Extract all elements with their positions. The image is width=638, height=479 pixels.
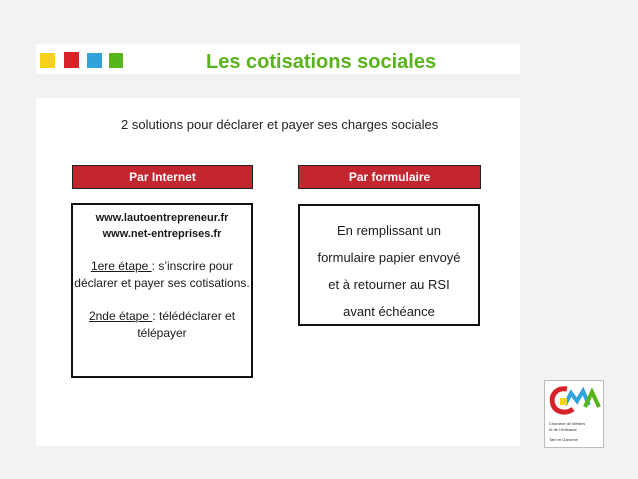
cma-text-line-3: Tarn et Garonne bbox=[549, 437, 578, 442]
red-square bbox=[64, 52, 79, 68]
tab-par-internet: Par Internet bbox=[72, 165, 253, 189]
cma-emblem-icon bbox=[545, 383, 603, 417]
step-2-label: 2nde étape bbox=[88, 309, 153, 323]
formulaire-line: et à retourner au RSI bbox=[328, 277, 450, 292]
cma-logo bbox=[544, 380, 604, 448]
blue-square bbox=[87, 53, 102, 68]
tab-par-formulaire: Par formulaire bbox=[298, 165, 481, 189]
url-autoentrepreneur: www.lautoentrepreneur.fr bbox=[95, 212, 229, 224]
formulaire-box bbox=[298, 204, 480, 326]
yellow-square bbox=[40, 53, 55, 68]
green-square bbox=[109, 53, 123, 68]
url-net-entreprises: www.net-entreprises.fr bbox=[102, 228, 222, 240]
step-1-label: 1ere étape bbox=[90, 259, 152, 273]
internet-box bbox=[71, 203, 253, 378]
step-2-text: : télédéclarer et télépayer bbox=[137, 309, 236, 340]
step-1 bbox=[73, 258, 251, 292]
intro-text: 2 solutions pour déclarer et payer ses charges sociales bbox=[121, 117, 439, 132]
step-2 bbox=[73, 308, 251, 342]
color-squares-logo bbox=[38, 50, 128, 70]
formulaire-line: formulaire papier envoyé bbox=[317, 250, 461, 265]
cma-text-line-2: et de l’Artisanat bbox=[549, 427, 577, 432]
step-1-text: : s’inscrire pour déclarer et payer ses cotisations. bbox=[74, 259, 250, 290]
formulaire-line: avant échéance bbox=[343, 304, 435, 319]
cma-text-line-1: Chambre de Métiers bbox=[549, 421, 586, 426]
slide-title: Les cotisations sociales bbox=[206, 51, 437, 73]
formulaire-line: En remplissant un bbox=[336, 223, 442, 238]
